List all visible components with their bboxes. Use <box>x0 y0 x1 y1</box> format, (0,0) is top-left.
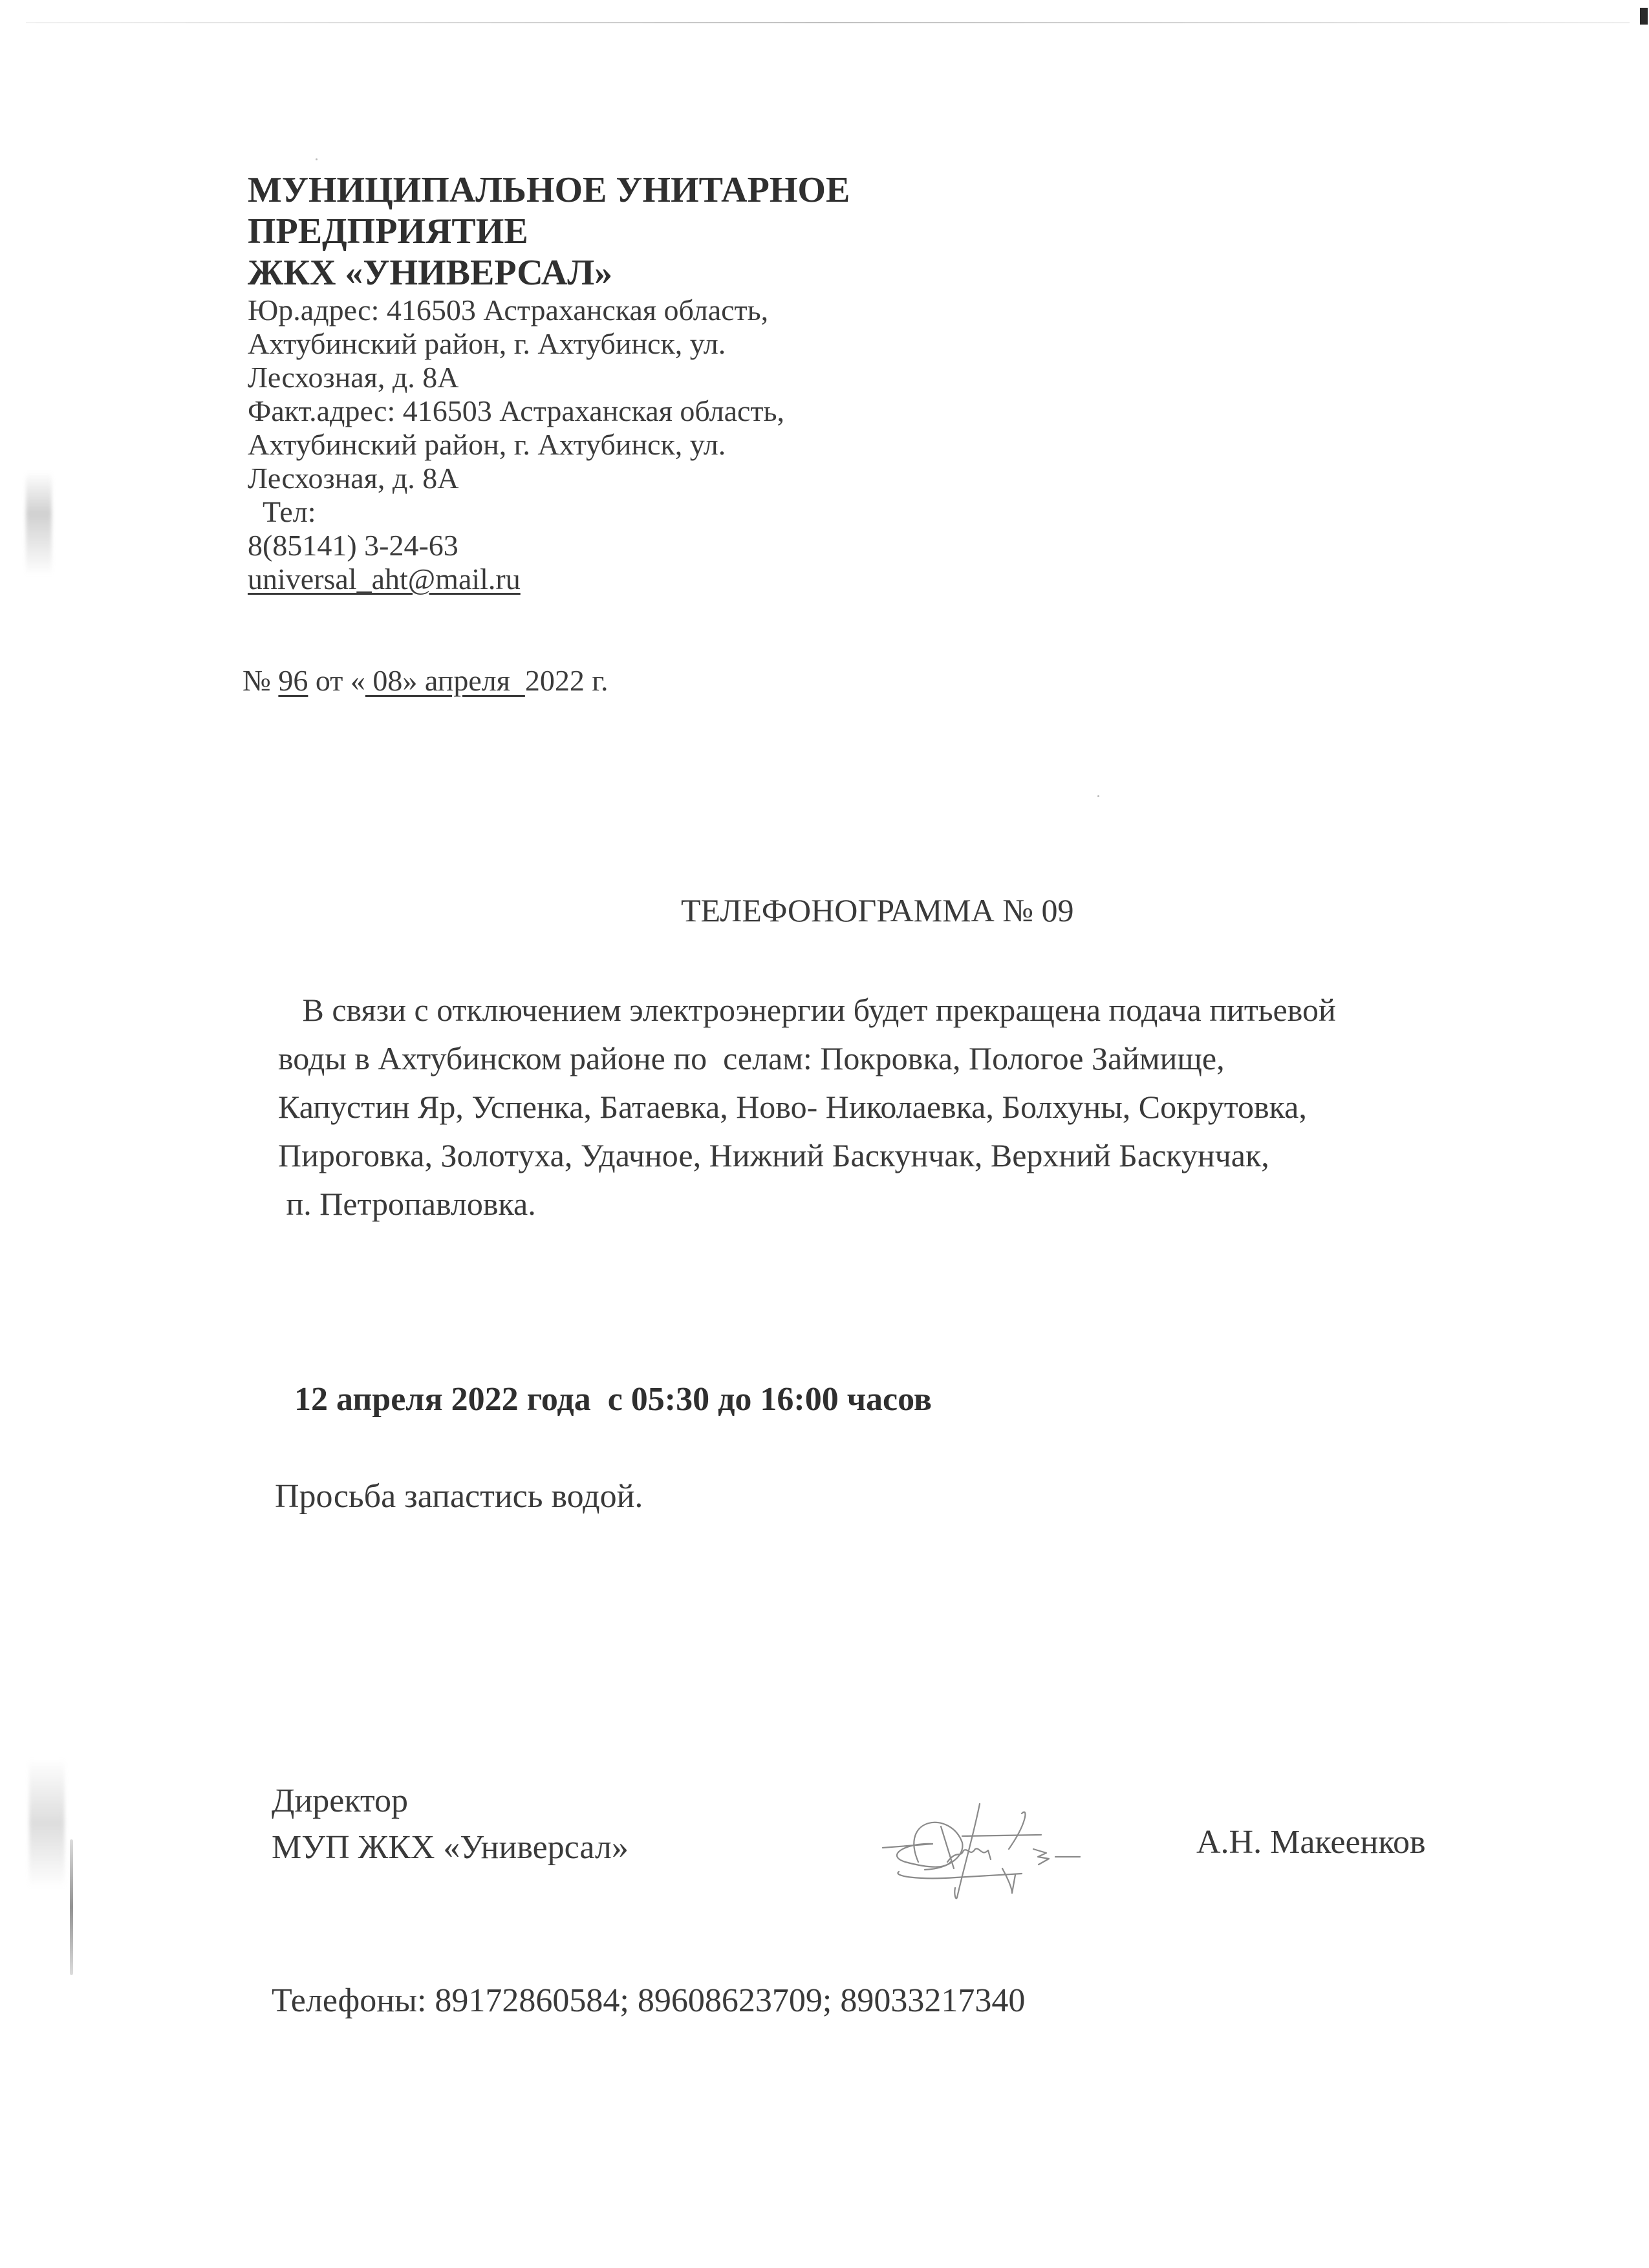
letterhead <box>248 169 1024 596</box>
scan-artifact-smudge <box>26 472 52 575</box>
document-date: 08» апреля <box>365 664 525 697</box>
number-sign: № <box>242 664 279 697</box>
email-link[interactable] <box>248 562 1024 596</box>
actual-address-line: Факт.адрес: 416503 Астраханская область, <box>248 394 784 427</box>
body-line: Капустин Яр, Успенка, Батаевка, Ново- Николаевка, Болхуны, Сокрутовка, <box>278 1089 1307 1125</box>
actual-address-line: Ахтубинский район, г. Ахтубинск, ул. <box>248 428 726 461</box>
body-line: воды в Ахтубинском районе по селам: Покровка, Пологое Займище, <box>278 1040 1225 1076</box>
document-number: 96 <box>278 664 308 697</box>
outage-schedule: 12 апреля 2022 года с 05:30 до 16:00 часов <box>294 1381 932 1418</box>
scan-artifact-smudge <box>29 1759 65 1888</box>
phone-label: Тел: <box>248 495 316 528</box>
actual-address-line: Лесхозная, д. 8А <box>248 462 459 495</box>
legal-address-line: Лесхозная, д. 8А <box>248 361 459 394</box>
body-line: п. Петропавловка. <box>278 1186 536 1222</box>
phone-number: 8(85141) 3-24-63 <box>248 529 458 562</box>
signer-position: Директор <box>272 1782 408 1819</box>
scan-artifact-speck <box>1097 795 1099 797</box>
document-reference <box>242 663 609 699</box>
signer-name: А.Н. Макеенков <box>1196 1824 1426 1861</box>
handwritten-signature <box>879 1797 1112 1907</box>
contact-phones: Телефоны: 89172860584; 89608623709; 89033217340 <box>272 1982 1026 2019</box>
document-title: ТЕЛЕФОНОГРАММА № 09 <box>681 892 1074 928</box>
scan-artifact-line <box>70 1839 73 1975</box>
org-name-line: ПРЕДПРИЯТИЕ <box>248 211 528 251</box>
document-body <box>278 986 1571 1228</box>
signer-position-block <box>272 1778 629 1871</box>
scan-artifact-speck <box>316 158 318 160</box>
body-line: В связи с отключением электроэнергии будет прекращена подача питьевой <box>278 992 1336 1028</box>
scan-artifact-corner-mark <box>1640 8 1648 25</box>
from-text: от « <box>308 664 365 697</box>
legal-address-line: Ахтубинский район, г. Ахтубинск, ул. <box>248 327 726 360</box>
legal-address-line: Юр.адрес: 416503 Астраханская область, <box>248 294 769 326</box>
request-text: Просьба запастись водой. <box>275 1478 643 1515</box>
body-line: Пироговка, Золотуха, Удачное, Нижний Баскунчак, Верхний Баскунчак, <box>278 1137 1269 1173</box>
email-text[interactable]: universal_aht@mail.ru <box>248 562 521 595</box>
document-year: 2022 г. <box>524 664 609 697</box>
org-name-line: ЖКХ «УНИВЕРСАЛ» <box>248 253 613 293</box>
signer-organization: МУП ЖКХ «Универсал» <box>272 1829 629 1866</box>
org-name-line: МУНИЦИПАЛЬНОЕ УНИТАРНОЕ <box>248 170 850 210</box>
scan-artifact-top-line <box>26 22 1630 23</box>
